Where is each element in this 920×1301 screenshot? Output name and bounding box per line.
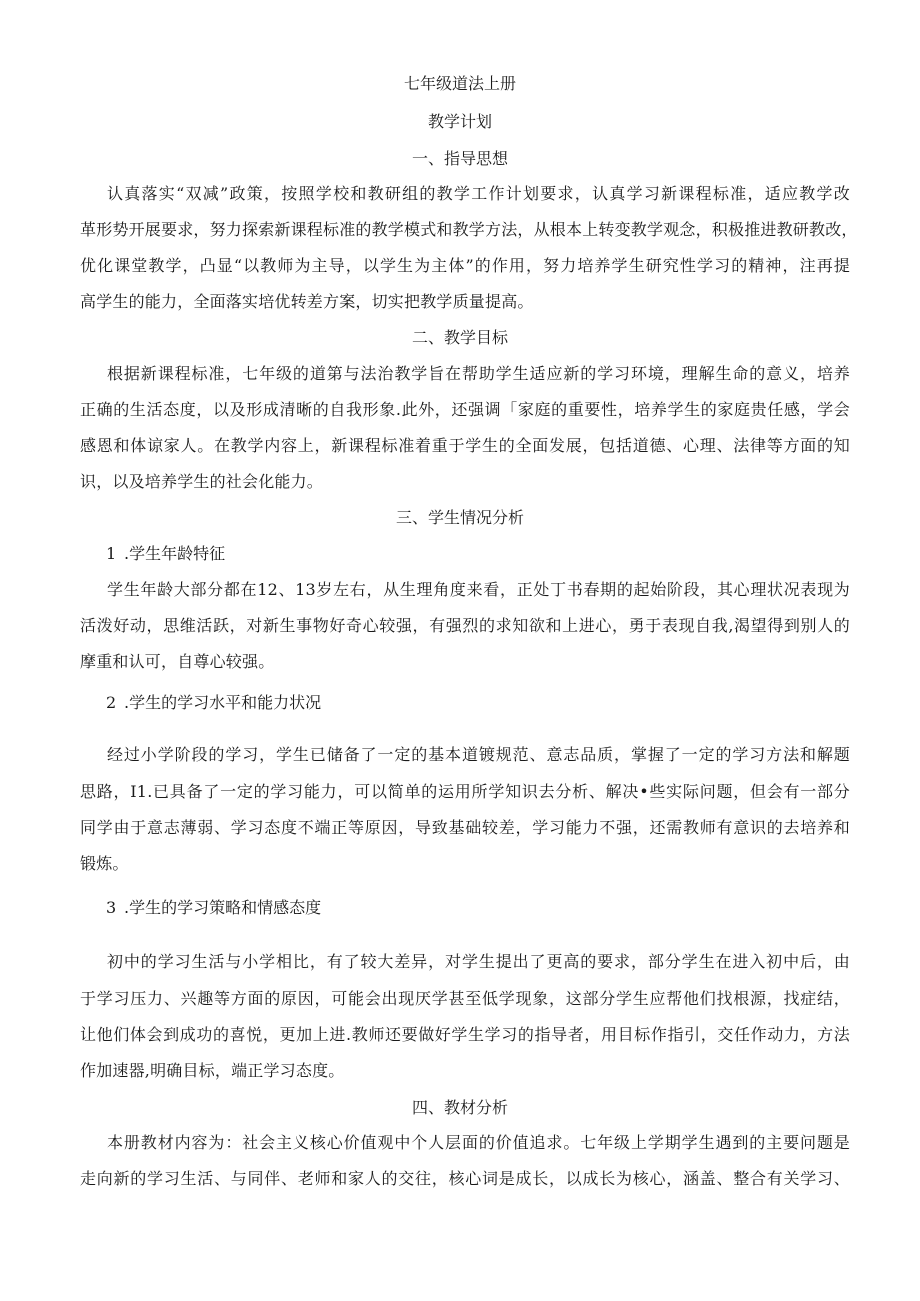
paragraph-line: 感恩和体谅家人。在教学内容上，新课程标准着重于学生的全面发展，包括道德、心理、法律等方面的知 [80,436,850,455]
doc-title: 七年级道法上册 [403,74,516,93]
section-heading: 二、教学目标 [411,328,508,347]
subheading-title: .学生的学习策略和情感态度 [124,898,322,917]
paragraph-line: 学生年龄大部分都在12、13岁左右，从生理角度来看，正处丁书春期的起始阶段，其心理状况表现为 [107,580,850,599]
subheading [0,692,920,714]
paragraph-line: 思路，I1.已具备了一定的学习能力，可以简单的运用所学知识去分析、解决•些实际问题，但会有一部分 [80,782,850,801]
paragraph-line: 摩重和认可，自尊心较强。 [80,652,275,671]
paragraph-line: 于学习压力、兴趣等方面的原因，可能会出现厌学甚至低学现象，这部分学生应帮他们找根源，找症结， [80,989,850,1008]
subheading [0,897,920,919]
paragraph-line: 活泼好动，思维活跃，对新生事物好奇心较强，有强烈的求知欲和上进心，勇于表现自我,渴望得到别人的 [80,616,850,635]
paragraph-line: 认真落实“双减”政策，按照学校和教研组的教学工作计划要求，认真学习新课程标准，适应教学改 [107,184,850,203]
paragraph-line: 高学生的能力，全面落实培优转差方案，切实把教学质量提高。 [80,292,534,311]
paragraph-line: 革形势开展要求，努力探索新课程标准的教学模式和教学方法，从根本上转变教学观念，积极推进教研教改， [80,220,858,239]
subheading-number: 3 [106,898,117,917]
paragraph-line: 锻炼。 [80,854,129,873]
paragraph-line: 经过小学阶段的学习，学生已储备了一定的基本道镀规范、意志品质，掌握了一定的学习方法和解题 [107,745,850,764]
paragraph-line: 优化课堂教学，凸显“以教师为主导，以学生为主体”的作用，努力培养学生研究性学习的精神，注再提 [80,256,850,275]
section-heading: 三、学生情况分析 [395,508,524,527]
subheading-title: .学生年龄特征 [124,544,226,563]
paragraph-line: 根据新课程标准，七年级的道第与法治教学旨在帮助学生适应新的学习环境，理解生命的意义，培养 [107,364,850,383]
paragraph-line: 让他们体会到成功的喜悦，更加上进.教师还要做好学生学习的指导者，用目标作指引，交任作动力，方法 [80,1025,850,1044]
paragraph-line: 同学由于意志薄弱、学习态度不端正等原因，导致基础较差，学习能力不强，还需教师有意识的去培养和 [80,818,850,837]
paragraph-line: 正确的生活态度，以及形成清晰的自我形象.此外，还强调「家庭的重要性，培养学生的家庭贵任感，学会 [80,400,850,419]
paragraph-line: 走向新的学习生活、与同伴、老师和家人的交往，核心词是成长，以成长为核心，涵盖、整合有关学习、 [80,1169,850,1188]
subheading-number: 2 [106,693,117,712]
subheading-title: .学生的学习水平和能力状况 [124,693,322,712]
paragraph-line: 识，以及培养学生的社会化能力。 [80,472,324,491]
paragraph-line: 本册教材内容为：社会主义核心价值观中个人层面的价值追求。七年级上学期学生遇到的主要问题是 [107,1133,850,1152]
section-heading: 四、教材分析 [411,1098,508,1117]
doc-subtitle: 教学计划 [427,112,492,131]
subheading-number: 1 [106,544,117,563]
section-heading: 一、指导思想 [411,149,508,168]
subheading [0,543,920,565]
paragraph-line: 作加速器,明确目标，端正学习态度。 [80,1061,345,1080]
paragraph-line: 初中的学习生活与小学相比，有了较大差异，对学生提出了更高的要求，部分学生在进入初中后，由 [107,952,850,971]
